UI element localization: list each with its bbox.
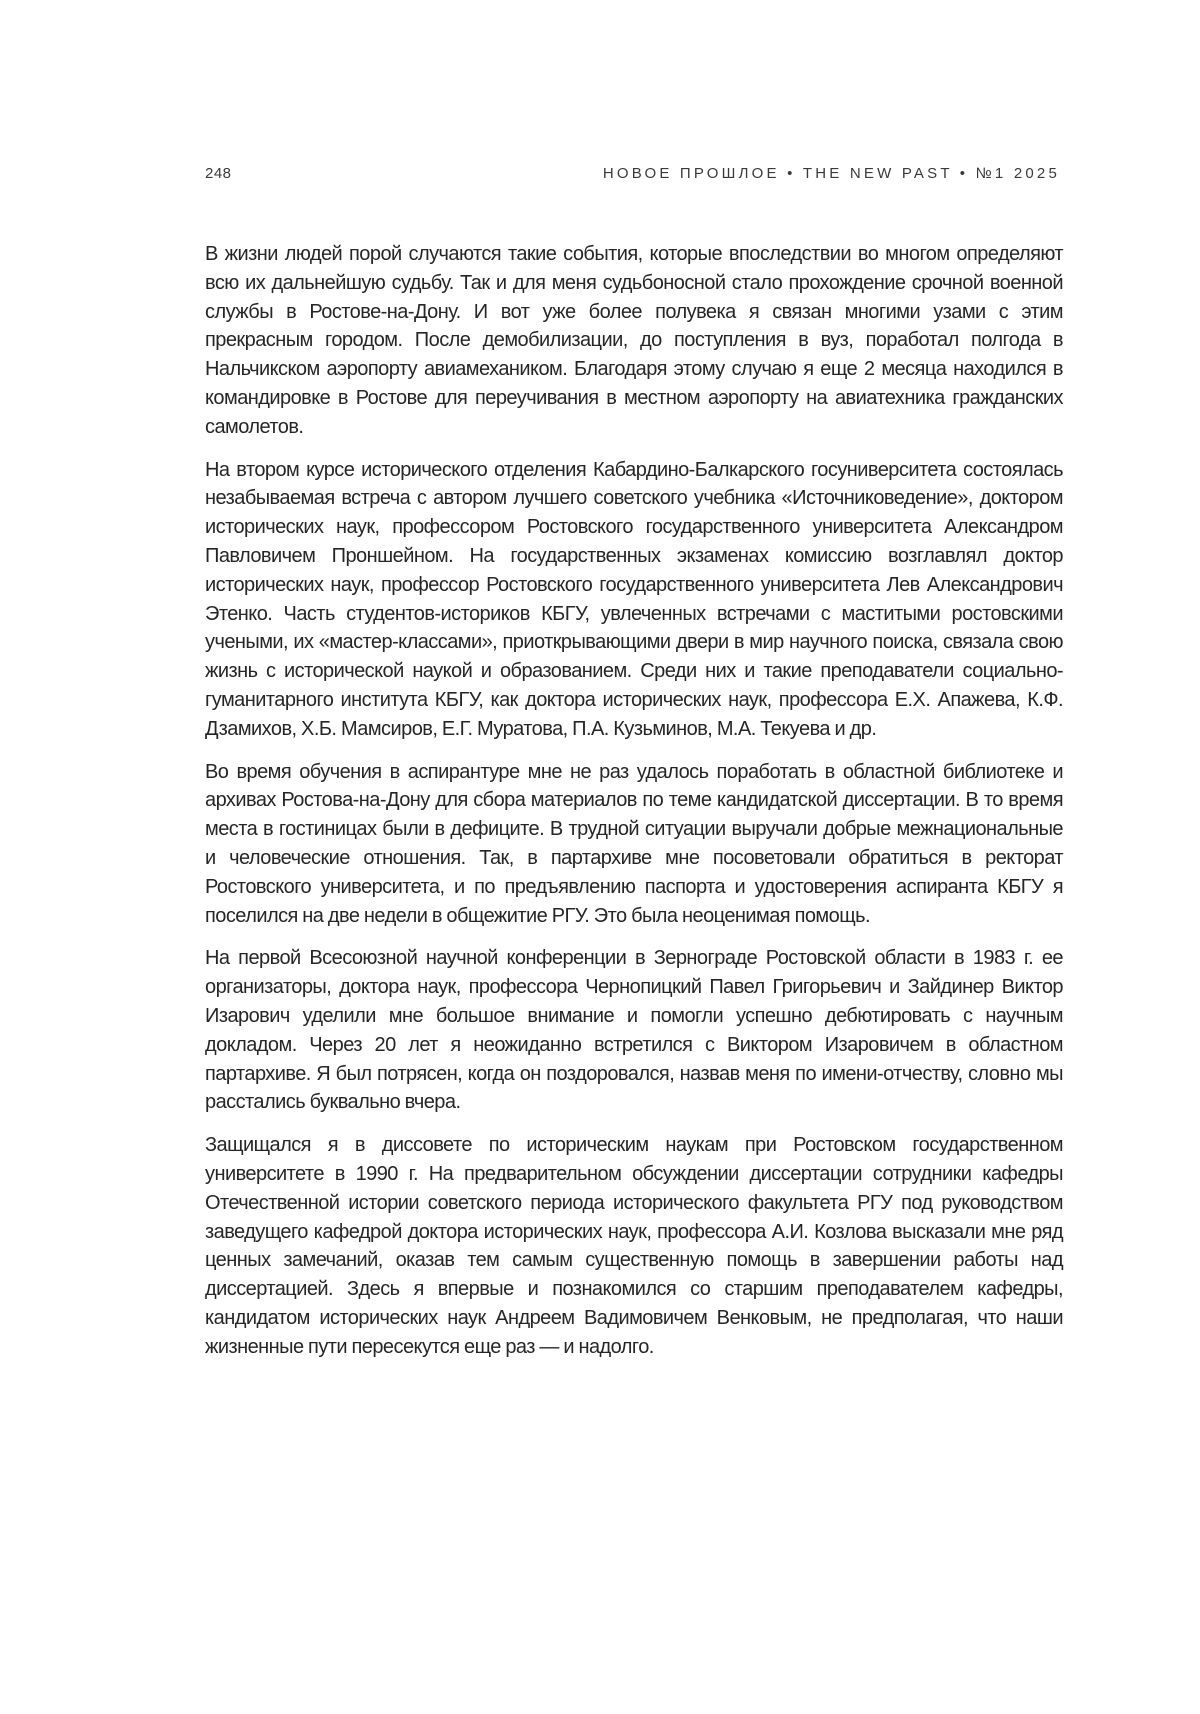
paragraph-3: Во время обучения в аспирантуре мне не раз удалось поработать в областной библиотеке и архивах Ростова-на-Дону для сбора материалов по теме кандидатской диссертации. В то время места в гостиницах были в дефиците. В трудной ситуации выручали добрые межнациональные и человеческие отношения. Так, в партархиве мне посоветовали обратиться в ректорат Ростовского университета, и по предъявлению паспорта и удостоверения аспиранта КБГУ я поселился на две недели в общежитие РГУ. Это была неоценимая помощь.: [205, 760, 1063, 927]
article-body: [205, 240, 1063, 1375]
running-header: [205, 165, 1060, 182]
paragraph-5: Защищался я в диссовете по историческим наукам при Ростовском государственном университете в 1990 г. На предварительном обсуждении диссертации сотрудники кафедры Отечественной истории советского периода исторического факультета РГУ под руководством заведущего кафедрой доктора исторических наук, профессора А.И. Козлова высказали мне ряд ценных замечаний, оказав тем самым существенную помощь в завершении работы над диссертацией. Здесь я впервые и познакомился со старшим преподавателем кафедры, кандидатом исторических наук Андреем Вадимовичем Венковым, не предполагая, что наши жизненные пути пересекутся еще раз — и надолго.: [205, 1134, 1063, 1358]
paragraph-2: На втором курсе исторического отделения Кабардино-Балкарского госуниверситета состоялась незабываемая встреча с автором лучшего советского учебника «Источниковедение», доктором исторических наук, профессором Ростовского государственного университета Александром Павловичем Проншейном. На государственных экзаменах комиссию возглавлял доктор исторических наук, профессор Ростовского государственного университета Лев Александрович Этенко. Часть студентов-историков КБГУ, увлеченных встречами с маститыми ростовскими учеными, их «мастер-классами», приоткрывающими двери в мир научного поиска, связала свою жизнь с исторической наукой и образованием. Среди них и такие преподаватели социально-гуманитарного института КБГУ, как доктора исторических наук, профессора Е.Х. Апажева, К.Ф. Дзамихов, Х.Б. Мамсиров, Е.Г. Муратова, П.А. Кузьминов, М.А. Текуева и др.: [205, 458, 1063, 740]
page-number: 248: [205, 165, 232, 182]
paragraph-4: На первой Всесоюзной научной конференции в Зернограде Ростовской области в 1983 г. ее организаторы, доктора наук, профессора Чернопицкий Павел Григорьевич и Зайдинер Виктор Изарович уделили мне большое внимание и помогли успешно дебютировать с научным докладом. Через 20 лет я неожиданно встретился с Виктором Изаровичем в областном партархиве. Я был потрясен, когда он поздоровался, назвав меня по имени-отчеству, словно мы расстались буквально вчера.: [205, 947, 1063, 1114]
paragraph-1: В жизни людей порой случаются такие события, которые впоследствии во многом определяют всю их дальнейшую судьбу. Так и для меня судьбоносной стало прохождение срочной военной службы в Ростове-на-Дону. И вот уже более полувека я связан многими узами с этим прекрасным городом. После демобилизации, до поступления в вуз, поработал полгода в Нальчикском аэропорту авиамехаником. Благодаря этому случаю я еще 2 месяца находился в командировке в Ростове для переучивания в местном аэропорту на авиатехника гражданских самолетов.: [205, 243, 1063, 438]
journal-title: НОВОЕ ПРОШЛОЕ • THE NEW PAST • №1 2025: [602, 165, 1060, 182]
